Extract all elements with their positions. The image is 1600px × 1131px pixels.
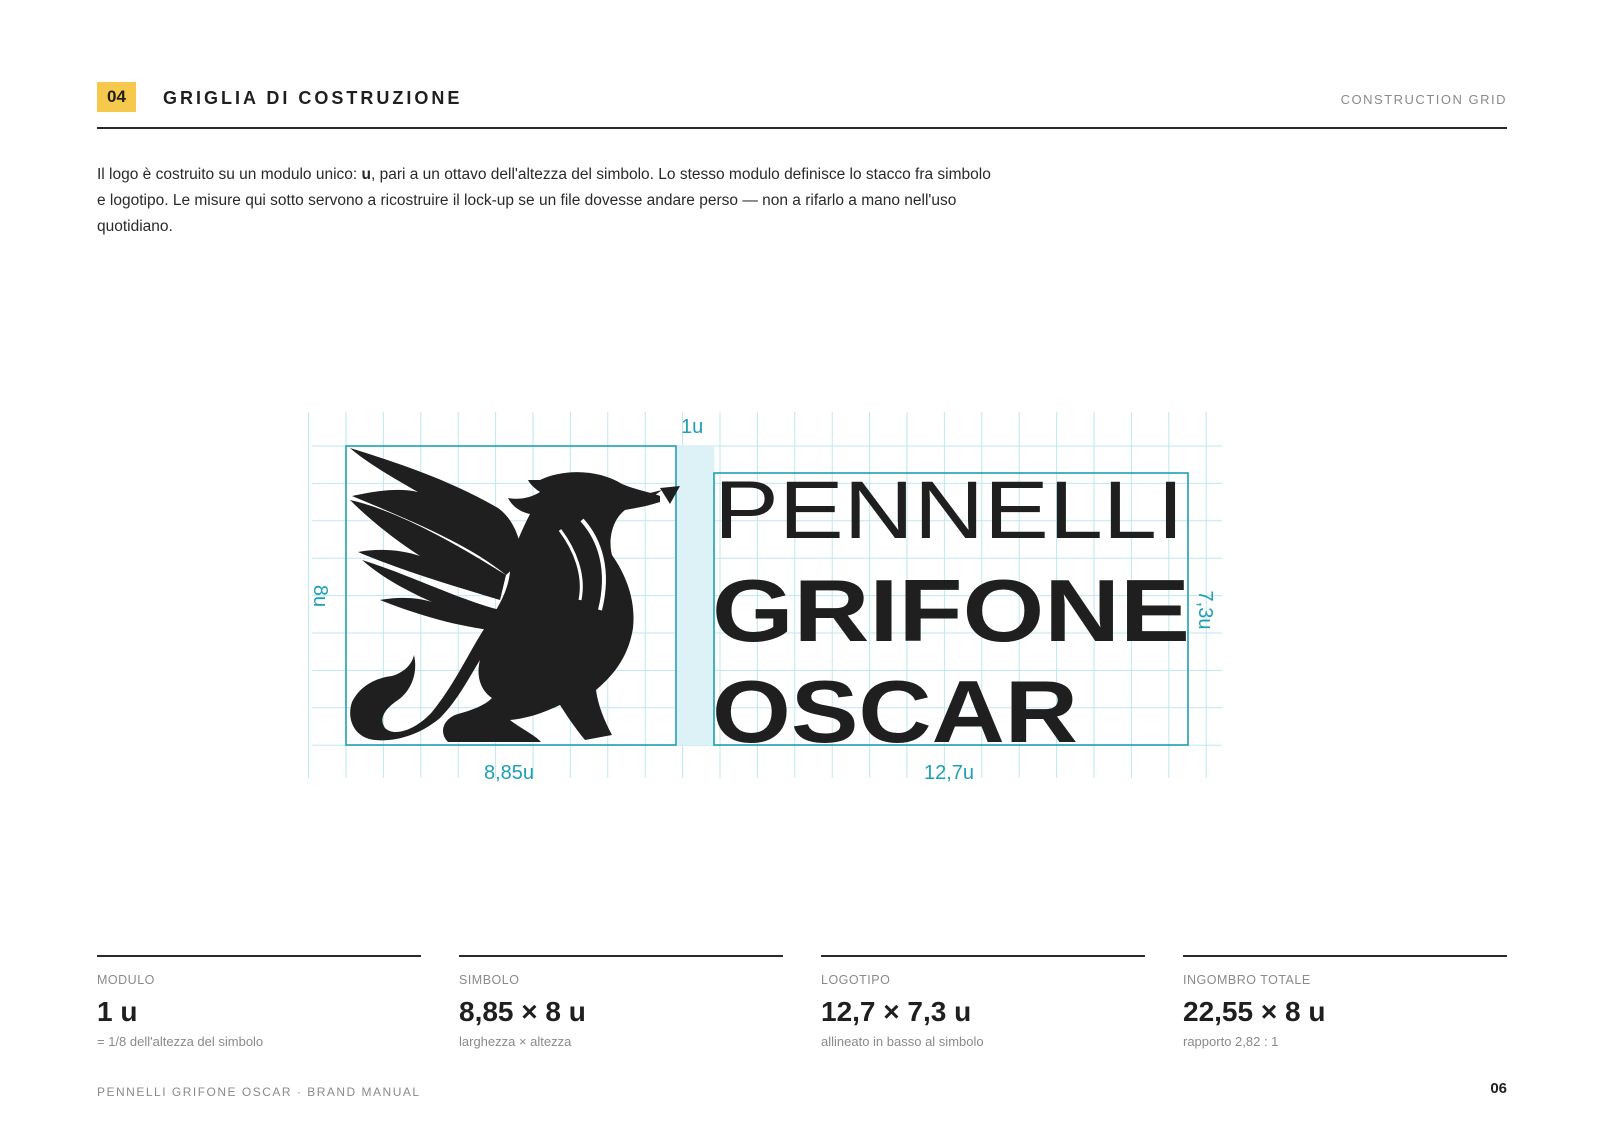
footer-brand: PENNELLI GRIFONE OSCAR · BRAND MANUAL xyxy=(97,1085,421,1099)
logotype-height-label: 7,3u xyxy=(1194,590,1216,630)
section-number: 04 xyxy=(97,82,136,112)
spec-value: 8,85 × 8 u xyxy=(459,996,586,1027)
specs-row xyxy=(97,955,1507,1055)
spec-note: = 1/8 dell'altezza del simbolo xyxy=(97,1034,264,1049)
wordmark-line-pennelli: PENNELLI xyxy=(714,465,1184,556)
symbol-width-label: 8,85u xyxy=(483,762,535,784)
griffin-symbol xyxy=(350,448,680,742)
symbol-height-label: 8u xyxy=(309,584,331,608)
spec-logotipo xyxy=(821,955,1145,1049)
spec-label: SIMBOLO xyxy=(459,973,520,987)
logotype-width-label: 12,7u xyxy=(923,762,975,784)
intro-text-2: , pari a un ottavo dell'altezza del simbolo. Lo stesso modulo definisce lo stacco fra simbolo e logotipo. Le misure qui sotto servono a ricostruire il lock-up se un file dovesse andare perso — non a rifarlo a mano nell'uso quotidiano. xyxy=(97,166,991,235)
spec-note: larghezza × altezza xyxy=(459,1034,572,1049)
wordmark-line-oscar: OSCAR xyxy=(712,662,1078,761)
gap-module-area xyxy=(677,446,714,745)
spec-label: INGOMBRO TOTALE xyxy=(1183,973,1311,987)
spec-modulo xyxy=(97,955,421,1049)
spec-note: rapporto 2,82 : 1 xyxy=(1183,1034,1279,1049)
spec-value: 22,55 × 8 u xyxy=(1183,996,1326,1027)
spec-ingombro-totale xyxy=(1183,955,1507,1049)
section-title-english: CONSTRUCTION GRID xyxy=(1340,92,1507,107)
spec-note: allineato in basso al simbolo xyxy=(821,1034,984,1049)
page-number: 06 xyxy=(1490,1080,1507,1097)
intro-text-1: Il logo è costruito su un modulo unico: xyxy=(97,166,362,183)
spec-simbolo xyxy=(459,955,783,1049)
intro-module-term: u xyxy=(361,166,371,183)
spec-label: MODULO xyxy=(97,973,155,987)
spec-value: 1 u xyxy=(97,996,138,1027)
gap-label: 1u xyxy=(681,416,704,438)
spec-label: LOGOTIPO xyxy=(821,973,891,987)
section-title: GRIGLIA DI COSTRUZIONE xyxy=(163,88,463,108)
wordmark-line-grifone: GRIFONE xyxy=(712,561,1190,660)
spec-value: 12,7 × 7,3 u xyxy=(821,996,972,1027)
